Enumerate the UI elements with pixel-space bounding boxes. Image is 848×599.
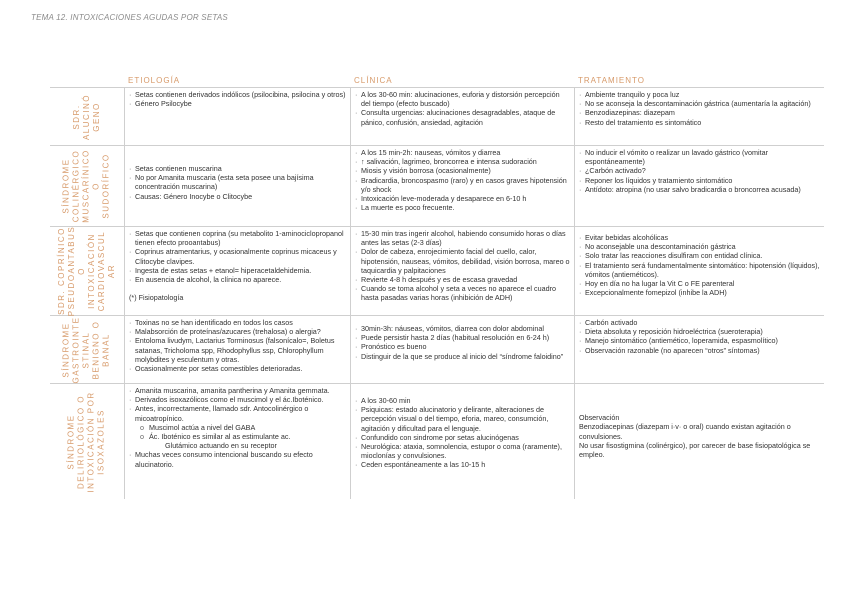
list-item: · Antídoto: atropina (no usar salvo bradicardia o broncorrea acusada) (579, 185, 820, 194)
table-row (50, 384, 824, 499)
list-item: · Excepcionalmente fomepizol (inhibe la ADH) (579, 288, 820, 297)
list-item: · Revierte 4-8 h después y es de escasa gravedad (355, 275, 570, 284)
list-item: o Muscimol actúa a nivel del GABA (129, 423, 346, 432)
list-item: · ¿Carbón activado? (579, 166, 820, 175)
row-label-line: SÍNDROME (61, 321, 71, 378)
list-item: · Muchas veces consumo intencional buscando su efecto alucinatorio. (129, 450, 346, 468)
list-item: Glutámico actuando en su receptor (165, 441, 277, 451)
list-item: · Setas que contienen coprina (su metabolito 1-aminociclopropanol tienen efecto prooantabus) (129, 229, 346, 247)
list-item: · Confundido con sindrome por setas alucinógenas (355, 433, 570, 442)
row-label-line: SÍNDROME (61, 158, 71, 214)
list-item (579, 404, 820, 413)
row-label (62, 149, 112, 222)
intoxication-table (50, 76, 824, 499)
clinica-cell (350, 146, 574, 226)
list-item: Observación (579, 413, 620, 423)
list-item: · La muerte es poco frecuente. (355, 203, 570, 212)
row-label-line: SDR. COPRÍNICO (57, 227, 67, 315)
list-item: · Amanita muscarina, amanita pantherina y Amanita gemmata. (129, 386, 346, 395)
list-item: · Reponer los líquidos y tratamiento sintomático (579, 176, 820, 185)
page-header: TEMA 12. INTOXICACIONES AGUDAS POR SETAS (31, 13, 228, 22)
list-item: · No inducir el vómito o realizar un lavado gástrico (vomitar espontáneamente) (579, 148, 820, 166)
row-label-line: MUSCARÍNICO (81, 149, 91, 223)
clinica-cell (350, 384, 574, 499)
row-label-line: O (91, 182, 101, 190)
table-row (50, 227, 824, 316)
list-item: (*) Fisiopatología (129, 293, 184, 303)
list-item: · Miosis y visión borrosa (ocasionalmente) (355, 166, 570, 175)
list-item: · Setas contienen derivados indólicos (psilocibina, psilocina y otros) (129, 90, 346, 99)
list-item: · Bradicardia, broncospasmo (raro) y en casos graves hipotensión y/o shock (355, 176, 570, 194)
list-item: · ↑ salivación, lagrimeo, broncorrea e intensa sudoración (355, 157, 570, 166)
row-label-line: BANAL (101, 332, 111, 367)
list-item (129, 284, 346, 293)
row-label (62, 316, 112, 383)
list-item: · Ingesta de estas setas + etanol= hiperacetaldehidemia. (129, 266, 346, 275)
list-item: · Evitar bebidas alcohólicas (579, 233, 820, 242)
row-label-line: SDR. (72, 103, 81, 130)
row-label-line: DELIRIOLÓGICO O (77, 394, 87, 489)
column-header-clinica: CLÍNICA (354, 76, 393, 85)
table-row (50, 316, 824, 384)
row-label-line: PSEUDOANTABUS (67, 225, 77, 317)
list-item: · Malabsorción de proteínas/azucares (trehalosa) o alergia? (129, 327, 346, 336)
column-header-tratamiento: TRATAMIENTO (578, 76, 645, 85)
etiologia-cell (124, 316, 350, 383)
list-item: · Intoxicación leve-moderada y desaparece en 6-10 h (355, 194, 570, 203)
tratamiento-cell (574, 227, 824, 315)
row-label-line: ALUCINÓ (82, 93, 91, 140)
list-item: o Ác. Iboténico es similar al as estimulante ac. (129, 432, 346, 441)
row-label-line: SÍNDROME (67, 413, 77, 470)
list-item: · Dolor de cabeza, enrojecimiento facial del cuello, calor, hipotensión, nauseas, vómitos, debilidad, visión borrosa, mareo o taquicardia y palpitaciones (355, 247, 570, 275)
row-label-line: ISOXAZOLES (97, 408, 107, 475)
list-item: · Resto del tratamiento es sintomático (579, 118, 820, 127)
etiologia-cell (124, 146, 350, 226)
list-item: · No aconsejable una descontaminación gástrica (579, 242, 820, 251)
list-item: · Causas: Género Inocybe o Clitocybe (129, 192, 346, 201)
list-item: · 15-30 min tras ingerir alcohol, habiendo consumido horas o días antes las setas (2-3 días) (355, 229, 570, 247)
list-item: · Psiquicas: estado alucinatorio y delirante, alteraciones de percepción visual o del tiempo, eforia, mareo, consumción, agitación y dificultad para el lenguaje. (355, 405, 570, 433)
list-item: Benzodiacepinas (diazepam i·v· o oral) cuando existan agitación o convulsiones. (579, 422, 791, 441)
row-label-line: CARDIOVASCUL (97, 230, 107, 312)
list-item: · Setas contienen muscarina (129, 164, 346, 173)
row-label-line: GENO (92, 101, 101, 132)
table-row (50, 146, 824, 227)
list-item: · Cuando se toma alcohol y seta a veces no aparece el cuadro hasta pasadas varias horas (inhibición de ADH) (355, 284, 570, 302)
list-item: · El tratamiento será fundamentalmente sintomático: hipotensión (líquidos), vómitos (antieméticos). (579, 261, 820, 279)
tratamiento-cell (574, 316, 824, 383)
etiologia-cell (124, 88, 350, 145)
tratamiento-cell (574, 146, 824, 226)
row-label-line: STINAL (81, 330, 91, 369)
row-label-line: O (77, 267, 87, 275)
list-item: · Neurológica: ataxia, somnolencia, estupor o coma (raramente), mioclonías y convulsiones. (355, 442, 570, 460)
clinica-cell (350, 88, 574, 145)
list-item: · Toxinas no se han identificado en todos los casos (129, 318, 346, 327)
list-item: · Coprinus atramentarius, y ocasionalmente coprinus micaceus y Clitocybe clavipes. (129, 247, 346, 265)
row-label-line: AR (107, 263, 117, 279)
list-item: · Observación razonable (no aparecen “otros” síntomas) (579, 346, 820, 355)
list-item: · Distinguir de la que se produce al inicio del “síndrome faloidino” (355, 352, 570, 361)
list-item: · Puede persistir hasta 2 días (habitual resolución en 6-24 h) (355, 333, 570, 342)
list-item: · Ocasionalmente por setas comestibles deterioradas. (129, 364, 346, 373)
list-item: · Entoloma livudym, Lactarius Torminosus (falsonícalo=, Boletus satanas, Tricholoma spp, Rhodophyllus ssp, Chlorophyllum molybdites y esculentum y otras. (129, 336, 346, 364)
row-label-line: COLINÉRGICO (71, 149, 81, 223)
tratamiento-cell (574, 88, 824, 145)
column-headers (50, 76, 824, 88)
row-label-line: INTOXICACIÓN (87, 233, 97, 309)
list-item: · A los 30-60 min (355, 396, 570, 405)
row-label (72, 93, 102, 139)
list-item: · No por Amanita muscaria (esta seta posee una bajísima concentración muscarina) (129, 173, 346, 191)
etiologia-cell (124, 227, 350, 315)
list-item: · Benzodiazepinas: diazepam (579, 108, 820, 117)
row-label-line: GASTROINTE (71, 315, 81, 384)
clinica-cell (350, 227, 574, 315)
list-item: · Carbón activado (579, 318, 820, 327)
column-header-etiologia: ETIOLOGÍA (128, 76, 181, 85)
list-item: · En ausencia de alcohol, la clínica no aparece. (129, 275, 346, 284)
list-item: · 30min-3h: náuseas, vómitos, diarrea con dolor abdominal (355, 324, 570, 333)
row-label-line: SUDORÍFICO (101, 153, 111, 219)
row-label (57, 226, 117, 316)
list-item: · Ceden espontáneamente a las 10-15 h (355, 460, 570, 469)
row-label-line: INTOXICACIÓN POR (87, 390, 97, 493)
list-item: · Manejo sintomático (antiemético, loperamida, espasmolítico) (579, 336, 820, 345)
list-item: · Solo tratar las reacciones disulfiram con entidad clínica. (579, 251, 820, 260)
list-item: · Dieta absoluta y reposición hidroeléctrica (sueroterapia) (579, 327, 820, 336)
list-item: · A los 30-60 min: alucinaciones, euforia y distorsión percepción del tiempo (efecto buscado) (355, 90, 570, 108)
list-item: · No se aconseja la descontaminación gástrica (aumentaría la agitación) (579, 99, 820, 108)
list-item: · Ambiente tranquilo y poca luz (579, 90, 820, 99)
etiologia-cell (124, 384, 350, 499)
list-item: · Hoy en día no ha lugar la Vit C o FE parenteral (579, 279, 820, 288)
list-item: · Género Psilocybe (129, 99, 346, 108)
list-item: · Antes, incorrectamente, llamado sdr. Antocolinérgico o micoatropínico. (129, 404, 346, 422)
clinica-cell (350, 316, 574, 383)
row-label-line: BENIGNO O (91, 320, 101, 379)
tratamiento-cell (574, 384, 824, 499)
list-item: · Pronóstico es bueno (355, 342, 570, 351)
list-item: · Consulta urgencias: alucinaciones desagradables, ataque de pánico, confusión, ansiedad, agitación (355, 108, 570, 126)
list-item: · A los 15 min-2h: nauseas, vómitos y diarrea (355, 148, 570, 157)
list-item: No usar fisostigmina (colinérgico), por carecer de base fisiopatológica se empleo. (579, 440, 811, 460)
row-label (67, 391, 107, 492)
list-item: · Derivados isoxazólicos como el muscimol y el ác.Iboténico. (129, 395, 346, 404)
table-row (50, 88, 824, 146)
